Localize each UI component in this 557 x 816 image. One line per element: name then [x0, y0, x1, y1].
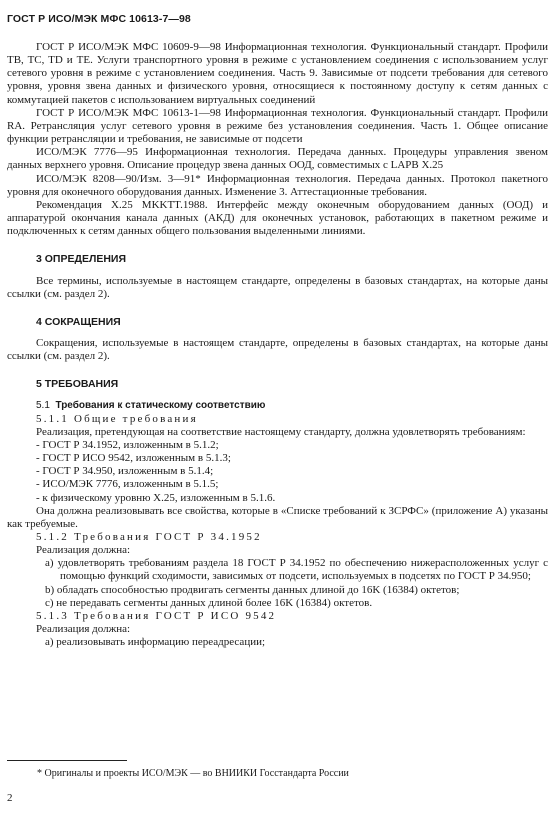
- paragraph: Реализация должна:: [36, 544, 131, 557]
- section-heading-abbreviations: 4 СОКРАЩЕНИЯ: [36, 315, 121, 328]
- subsection-number: 5.1: [36, 400, 50, 412]
- footnote-divider: [7, 760, 127, 761]
- reference-entry: ИСО/МЭК 8208—90/Изм. 3—91* Информационная технология. Передача данных. Протокол пакетного уровня для оконечного оборудования данных. Изменение 3. Аттестационные требования.: [7, 172, 548, 198]
- reference-entry: ИСО/МЭК 7776—95 Информационная технология. Передача данных. Процедуры управления звеном данных верхнего уровня. Описание процедур звена данных ООД, совместимых с LAPB X.25: [7, 146, 548, 172]
- paragraph: Она должна реализовывать все свойства, которые в «Списке требований к ЗСРФС» (приложение А) указаны как требуемые.: [7, 504, 548, 530]
- list-item: - ГОСТ Р ИСО 9542, изложенным в 5.1.3;: [36, 452, 231, 465]
- section-text-definitions: Все термины, используемые в настоящем стандарте, определены в базовых стандартах, на которые даны ссылки (см. раздел 2).: [7, 274, 548, 300]
- document-body: [7, 41, 548, 649]
- list-item: a) удовлетворять требованиям раздела 18 ГОСТ Р 34.1952 по обеспечению нижерасположенных услуг с помощью функций сходимости, зависимых от подсети, используемых в подсетях по ГОСТ Р 34.950;: [45, 557, 548, 583]
- section-heading-definitions: 3 ОПРЕДЕЛЕНИЯ: [36, 253, 127, 266]
- section-heading-requirements: 5 ТРЕБОВАНИЯ: [36, 378, 119, 391]
- list-item: c) не передавать сегменты данных длиной более 16K (16384) октетов.: [45, 596, 373, 609]
- page-header: ГОСТ Р ИСО/МЭК МФС 10613-7—98: [7, 13, 191, 25]
- subsection-5-1-heading: [36, 399, 548, 412]
- subsection-5-1-1-heading: 5.1.1 Общие требования: [36, 412, 198, 425]
- reference-entry: ГОСТ Р ИСО/МЭК МФС 10613-1—98 Информационная технология. Функциональный стандарт. Профили RA. Ретрансляция услуг сетевого уровня в режиме без установления соединения. Часть 1. Общее описание функции ретрансляции и требования, не зависимые от подсети: [7, 106, 548, 146]
- reference-entry: ГОСТ Р ИСО/МЭК МФС 10609-9—98 Информационная технология. Функциональный стандарт. Профили TB, TC, TD и TE. Услуги транспортного уровня в режиме с установлением соединения с использованием услуг сетевого уровня в режиме с установлением соединения. Часть 9. Зависимые от подсети требования для сетевого уровня, уровня звена данных и физического уровня, относящиеся к постоянному доступу к сетям данных с коммутацией пакетов с использованием виртуальных соединений: [7, 41, 548, 106]
- list-item: - ГОСТ Р 34.1952, изложенным в 5.1.2;: [36, 438, 219, 451]
- subsection-title: Требования к статическому соответствию: [55, 400, 266, 412]
- page-number: 2: [7, 792, 13, 804]
- list-item: a) реализовывать информацию переадресации;: [45, 636, 266, 649]
- list-item: - ГОСТ Р 34.950, изложенным в 5.1.4;: [36, 465, 214, 478]
- list-item: - ИСО/МЭК 7776, изложенным в 5.1.5;: [36, 478, 219, 491]
- list-item: - к физическому уровню X.25, изложенным в 5.1.6.: [36, 491, 276, 504]
- paragraph: Реализация должна:: [36, 623, 131, 636]
- reference-entry: Рекомендация X.25 MKKTT.1988. Интерфейс между оконечным оборудованием данных (ООД) и аппаратурой окончания канала данных (АКД) для оконечных установок, работающих в пакетном режиме и подключенных к сетям данных общего пользования выделенными линиями.: [7, 198, 548, 238]
- subsection-5-1-3-heading: 5.1.3 Требования ГОСТ Р ИСО 9542: [36, 609, 277, 622]
- list-item: b) обладать способностью продвигать сегменты данных длиной до 16K (16384) октетов;: [45, 583, 460, 596]
- footnote: * Оригиналы и проекты ИСО/МЭК — во ВНИИКИ Госстандарта России: [37, 768, 349, 779]
- subsection-5-1-2-heading: 5.1.2 Требования ГОСТ Р 34.1952: [36, 531, 262, 543]
- section-text-abbreviations: Сокращения, используемые в настоящем стандарте, определены в базовых стандартах, на которые даны ссылки (см. раздел 2).: [7, 336, 548, 363]
- paragraph: Реализация, претендующая на соответствие настоящему стандарту, должна удовлетворять требованиям:: [36, 425, 526, 438]
